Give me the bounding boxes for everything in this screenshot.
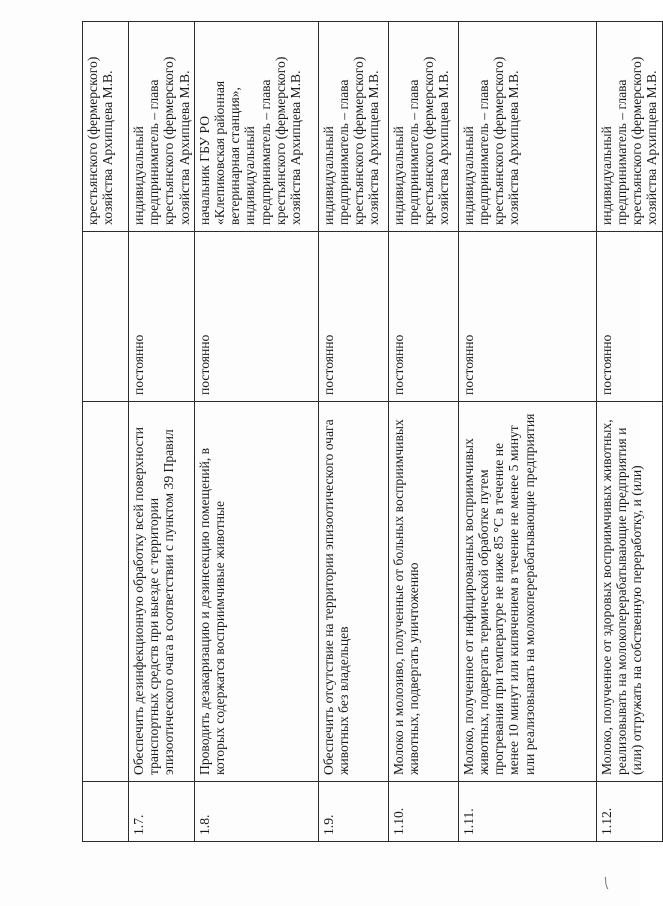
table-row — [458, 22, 596, 842]
row-term: постоянно — [388, 232, 458, 402]
row-term: постоянно — [596, 232, 662, 402]
table-row — [318, 22, 388, 842]
row-term — [83, 232, 129, 402]
row-number: 1.12. — [596, 782, 662, 842]
table-row — [194, 22, 318, 842]
row-number: 1.7. — [129, 782, 195, 842]
row-responsible: крестьянского (фермерского) хозяйства Архипцева М.В. — [83, 22, 129, 232]
row-term: постоянно — [458, 232, 596, 402]
row-action — [83, 402, 129, 782]
measures-table — [82, 21, 663, 842]
row-number: 1.8. — [194, 782, 318, 842]
table-row — [83, 22, 129, 842]
rotated-table-container — [82, 22, 660, 842]
pen-mark-icon — [602, 876, 612, 890]
row-term: постоянно — [129, 232, 195, 402]
table-row — [129, 22, 195, 842]
row-number: 1.9. — [318, 782, 388, 842]
row-term: постоянно — [194, 232, 318, 402]
row-action: Молоко и молозиво, полученные от больных восприимчивых животных, подвергать уничтожению — [388, 402, 458, 782]
row-number: 1.10. — [388, 782, 458, 842]
row-responsible: индивидуальный предприниматель – глава крестьянского (фермерского) хозяйства Архипцева М.В. — [388, 22, 458, 232]
row-responsible: индивидуальный предприниматель – глава крестьянского (фермерского) хозяйства Архипцева М.В. — [129, 22, 195, 232]
row-number: 1.11. — [458, 782, 596, 842]
table-row — [596, 22, 662, 842]
row-action: Молоко, полученное от здоровых восприимчивых животных, реализовывать на молокоперерабатывающие предприятия и (или) отгружать на собственную переработку, и (или) — [596, 402, 662, 782]
row-responsible: индивидуальный предприниматель – глава крестьянского (фермерского) хозяйства Архипцева М.В. — [458, 22, 596, 232]
row-responsible: начальник ГБУ РО «Клепиковская районная ветеринарная станция», индивидуальный предприниматель – глава крестьянского (фермерского) хозяйства Архипцева М.В. — [194, 22, 318, 232]
row-number — [83, 782, 129, 842]
row-action: Молоко, полученное от инфицированных восприимчивых животных, подвергать термической обработке путем прогревания при температуре не ниже 85 °С в течение не менее 10 минут или кипячением в течение не менее 5 минут или реализовывать на молокоперерабатывающие предприятия — [458, 402, 596, 782]
row-term: постоянно — [318, 232, 388, 402]
row-responsible: индивидуальный предприниматель – глава крестьянского (фермерского) хозяйства Архипцева М.В. — [318, 22, 388, 232]
row-action: Обеспечить отсутствие на территории эпизоотического очага животных без владельцев — [318, 402, 388, 782]
table-row — [388, 22, 458, 842]
row-responsible: индивидуальный предприниматель – глава крестьянского (фермерского) хозяйства Архипцева М.В. — [596, 22, 662, 232]
row-action: Обеспечить дезинфекционную обработку всей поверхности транспортных средств при выезде с территории эпизоотического очага в соответствии с пунктом 39 Правил — [129, 402, 195, 782]
row-action: Проводить дезакаризацию и дезинсекцию помещений, в которых содержатся восприимчивые животные — [194, 402, 318, 782]
